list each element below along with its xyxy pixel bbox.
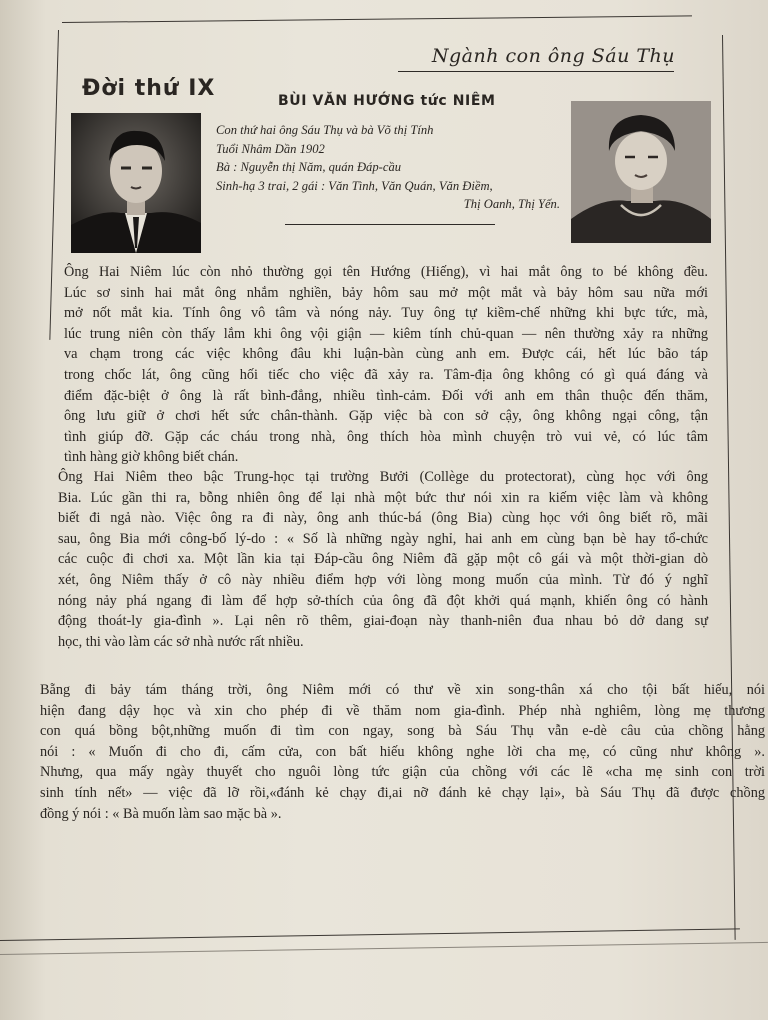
text-line: động thoát-ly gia-đình ». Lại nên rõ thêm, giai-đoạn này thanh-niên đua nhau bỏ dở dang sự (58, 613, 708, 630)
text-line: các cuộc đi chơi xa. Một lần kia tại Đáp-cầu ông Niêm đã gặp một cô gái và một thời-gian dò (58, 551, 708, 568)
branch-title: Ngành con ông Sáu Thụ (431, 45, 675, 67)
biography-block (216, 121, 568, 214)
text-line: mở nốt mắt kia. Tính ông vô tâm và nóng nảy. Tuy ông tự kiềm-chế những khi bực tức, mà, (64, 305, 708, 322)
biography-divider (285, 224, 495, 225)
bio-line: Sinh-hạ 3 trai, 2 gái : Văn Tình, Văn Quán, Văn Điềm, (216, 178, 493, 193)
text-line: hiện đang dậy học và xin cho phép đi về thăm nom gia-đình. Phép nhà nghiêm, lòng mẹ thương (40, 702, 765, 719)
bio-line: Bà : Nguyễn thị Năm, quán Đáp-cầu (216, 160, 402, 174)
bottom-border-outer (0, 942, 768, 955)
text-line: trong chốc lát, ông cũng hối tiếc cho việc đã xảy ra. Tâm-địa ông không có gì quá đáng và (64, 366, 708, 383)
left-border (49, 30, 59, 340)
text-line: Bia. Lúc gần thi ra, bỗng nhiên ông để lại nhà một bức thư nói xin ra kiếm việc làm và không (58, 489, 708, 506)
text-line: lúc trung niên còn thấy lắm khi ông vội giận — kiêm tính chủ-quan — nên thường xảy ra những (64, 325, 708, 342)
paragraph-1 (64, 262, 708, 468)
bio-line: Thị Oanh, Thị Yến. (463, 197, 560, 211)
text-line: tình hàng giờ không biết chán. (64, 449, 239, 466)
text-line: nóng nảy phá ngang đi làm để hợp sở-thích của ông đã đột khởi quá mạnh, khiến ông có hành (58, 592, 708, 609)
text-line: nói : « Muốn đi cho đi, cấm cửa, con bất hiếu không nghe lời cha mẹ, có cũng như không ». (40, 743, 765, 760)
text-line: ông lưu giữ ở chơi hết sức chân-thành. Gặp việc bà con sở cậy, ông không ngại công, tận (64, 408, 708, 425)
text-line: Lúc sơ sinh hai mắt ông nhắm nghiền, bảy hôm sau mở một mắt và bảy hôm sau nữa mới (64, 284, 708, 301)
text-line: con quá bồng bột,những muốn đi tìm con ngay, song bà Sáu Thụ vẫn e-dè câu của chồng hằng (40, 723, 765, 740)
text-line: sau, ông Bia mới công-bố lý-do : « Số là những ngày nghỉ, hai anh em cùng bạn bè hay tổ-chức (58, 530, 708, 547)
text-line: sinh tính nết» — việc đã lỡ rồi,«đánh kẻ chạy đi,ai nỡ đánh kẻ chạy lại», bà Sáu Thụ đã được chồng (40, 784, 765, 801)
portrait-photo-man (71, 113, 201, 253)
paragraph-3 (40, 680, 765, 824)
portrait-photo-woman (571, 101, 711, 243)
text-line: Nhưng, qua mấy ngày thuyết cho nguôi lòng tức giận của chồng với các lẽ «cha mẹ sinh con trời (40, 764, 765, 781)
text-line: Ông Hai Niêm lúc còn nhỏ thường gọi tên Hướng (Hiếng), vì hai mắt ông to bé không đều. (64, 264, 708, 280)
text-line: Bẵng đi bảy tám tháng trời, ông Niêm mới có thư về xin song-thân xá cho tội bất hiếu, nói (40, 682, 765, 698)
person-name: BÙI VĂN HƯỚNG tức NIÊM (278, 93, 496, 109)
bio-line: Con thứ hai ông Sáu Thụ và bà Võ thị Tính (216, 123, 434, 137)
text-line: tình giúp đỡ. Gặp các cháu trong nhà, ông thích hòa mình chuyện trò vui vẻ, có lúc tâm (64, 428, 708, 445)
paragraph-2 (58, 467, 708, 652)
text-line: Ông Hai Niêm theo bậc Trung-học tại trường Bưởi (Collège du protectorat), cùng học với ông (58, 469, 708, 485)
text-line: học, thi vào làm các sở nhà nước rất nhiều. (58, 633, 304, 650)
bottom-border (0, 928, 740, 941)
branch-title-underline (398, 71, 674, 72)
generation-title: Đời thứ IX (82, 76, 216, 101)
text-line: biết đi ngả nào. Việc ông ra đi này, ông anh thúc-bá (ông Bia) cùng học với ông biết rõ, mãi (58, 510, 708, 527)
top-border (62, 15, 692, 23)
text-line: điểm đặc-biệt ở ông là rất bình-đẳng, nhiều tình-cảm. Đối với anh em thân thuộc đến thăm, (64, 387, 708, 404)
text-line: xét, ông Niêm thấy ở cô này nhiều điểm hợp với lòng mong muốn của mình. Từ đó ý nghĩ (58, 571, 708, 588)
bio-line: Tuổi Nhâm Dần 1902 (216, 141, 325, 156)
text-line: va chạm trong các việc không đâu khi luận-bàn cùng anh em. Được cái, hết lúc bão táp (64, 346, 708, 363)
text-line: đồng ý nói : « Bà muốn làm sao mặc bà ». (40, 805, 282, 822)
